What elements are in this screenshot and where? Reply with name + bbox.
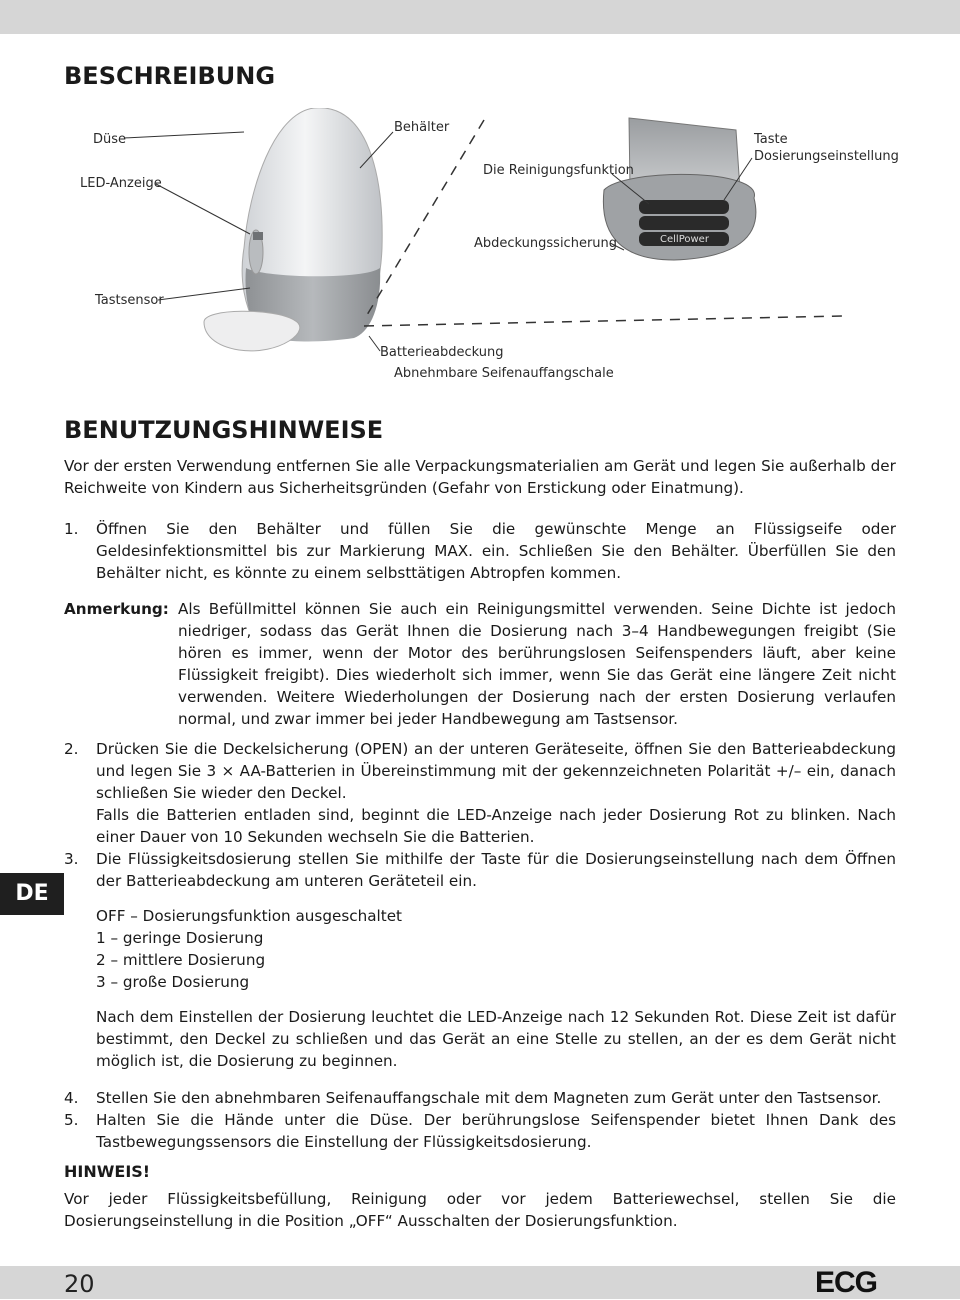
section-title-beschreibung: BESCHREIBUNG bbox=[64, 62, 276, 90]
product-figure bbox=[64, 108, 899, 393]
hinweis-title: HINWEIS! bbox=[64, 1162, 151, 1181]
step-text: Drücken Sie die Deckelsicherung (OPEN) an der unteren Geräteseite, öffnen Sie den Batterieabdeckung und legen Sie 3 × AA-Batterien in Übereinstimmung mit der gekennzeichneten Polarität +/– ein, danach schließen Sie wieder den Deckel. bbox=[96, 740, 896, 802]
dosage-list bbox=[96, 905, 402, 993]
step-text: Halten Sie die Hände unter die Düse. Der berührungslose Seifenspender bietet Ihnen Dank des Tastbewegungssensors die Einstellung der Flüssigkeitsdosierung. bbox=[96, 1111, 896, 1151]
note-text: Als Befüllmittel können Sie auch ein Reinigungsmittel verwenden. Seine Dichte ist jedoch niedriger, sodass das Gerät Ihnen die Dosierung nach 3–4 Handbewegungen freigibt (Sie hören es immer, wenn der Motor des berührungslosen Seifenspenders läuft, aber keine Flüssigkeit freigibt). Dies wiederholt sich immer, wenn Sie das Gerät eine längere Zeit nicht verwenden. Weitere Wiederholungen der Dosierung nach der ersten Dosierung verlaufen normal, und zwar immer bei jeder Handbewegung am Tastsensor. bbox=[178, 600, 896, 728]
battery-compartment bbox=[603, 118, 756, 260]
step-text: Die Flüssigkeitsdosierung stellen Sie mithilfe der Taste für die Dosierungseinstellung nach dem Öffnen der Batterieabdeckung am unteren Geräteteil ein. bbox=[96, 850, 896, 890]
label-duse: Düse bbox=[93, 132, 127, 147]
intro-paragraph: Vor der ersten Verwendung entfernen Sie alle Verpackungsmaterialien am Gerät und legen Sie außerhalb der Reichweite von Kindern aus Sicherheitsgründen (Gefahr von Erstickung oder Einatmung). bbox=[64, 457, 896, 497]
label-dosierungseinstellung: Dosierungseinstellung bbox=[754, 149, 899, 164]
hinweis-text: Vor jeder Flüssigkeitsbefüllung, Reinigung oder vor jedem Batteriewechsel, stellen Sie die Dosierungseinstellung in die Position „OFF“ Ausschalten der Dosierungsfunktion. bbox=[64, 1190, 896, 1230]
section-title-benutzungshinweise: BENUTZUNGSHINWEISE bbox=[64, 416, 384, 444]
page-number: 20 bbox=[64, 1270, 95, 1298]
label-reinigungsfunktion: Die Reinigungsfunktion bbox=[483, 163, 634, 178]
step-text: Stellen Sie den abnehmbaren Seifenauffangschale mit dem Magneten zum Gerät unter den Tastsensor. bbox=[96, 1089, 882, 1107]
dosage-item: 2 – mittlere Dosierung bbox=[96, 951, 266, 969]
label-tastsensor: Tastsensor bbox=[95, 293, 164, 308]
step-number: 2. bbox=[64, 740, 79, 758]
top-bar bbox=[0, 0, 960, 34]
label-behalter: Behälter bbox=[394, 120, 450, 135]
brand-logo: ECG bbox=[815, 1266, 878, 1299]
label-taste: Taste bbox=[754, 132, 788, 147]
step-number: 4. bbox=[64, 1089, 79, 1107]
step-number: 5. bbox=[64, 1111, 79, 1129]
label-batterieabdeckung: Batterieabdeckung bbox=[380, 345, 504, 360]
dosage-item: OFF – Dosierungsfunktion ausgeschaltet bbox=[96, 907, 402, 925]
step-text: Öffnen Sie den Behälter und füllen Sie die gewünschte Menge an Flüssigseife oder Geldesinfektionsmittel bis zur Markierung MAX. ein. Schließen Sie den Behälter. Überfüllen Sie den Behälter nicht, es könnte zu einem selbsttätigen Abtropfen kommen. bbox=[96, 520, 896, 582]
battery-brand-text: CellPower bbox=[660, 234, 709, 245]
label-abdeckungssicherung: Abdeckungssicherung bbox=[474, 236, 618, 251]
dosage-item: 1 – geringe Dosierung bbox=[96, 929, 264, 947]
step-number: 1. bbox=[64, 520, 79, 538]
note-label: Anmerkung: bbox=[64, 600, 169, 618]
step-text-continued: Falls die Batterien entladen sind, beginnt die LED-Anzeige nach jeder Dosierung Rot zu blinken. Nach einer Dauer von 10 Sekunden wechseln Sie die Batterien. bbox=[96, 806, 896, 846]
language-tab: DE bbox=[0, 873, 64, 915]
step-number: 3. bbox=[64, 850, 79, 868]
dosage-item: 3 – große Dosierung bbox=[96, 973, 250, 991]
dispenser-body bbox=[204, 108, 382, 351]
label-led-anzeige: LED-Anzeige bbox=[80, 176, 162, 191]
after-dosage-paragraph: Nach dem Einstellen der Dosierung leuchtet die LED-Anzeige nach 12 Sekunden Rot. Diese Zeit ist dafür bestimmt, den Deckel zu schließen und das Gerät an eine Stelle zu stellen, an der es dem Gerät nicht möglich ist, die Dosierung zu beginnen. bbox=[96, 1008, 896, 1070]
label-seifenauffangschale: Abnehmbare Seifenauffangschale bbox=[394, 366, 614, 381]
